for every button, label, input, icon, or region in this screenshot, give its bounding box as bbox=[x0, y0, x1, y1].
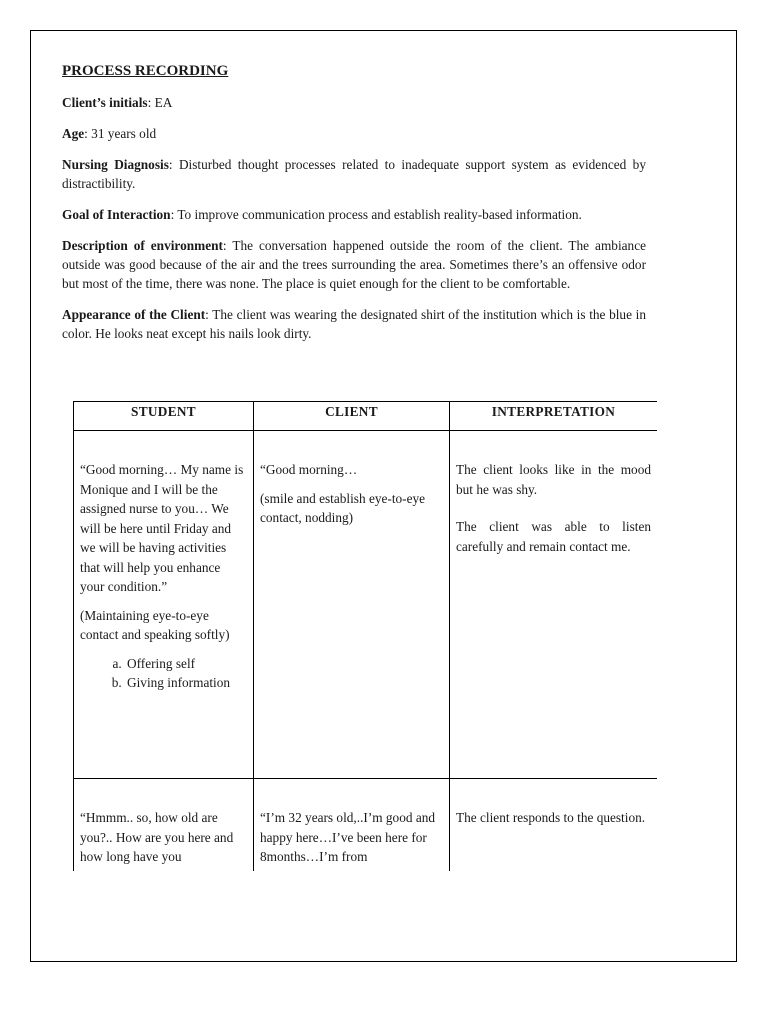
interpretation-text: The client was able to listen carefully and remain contact me. bbox=[456, 519, 651, 554]
header-interpretation: INTERPRETATION bbox=[450, 402, 658, 431]
field-nursing-diagnosis bbox=[62, 155, 646, 193]
client-cell bbox=[254, 779, 450, 872]
field-description-of-environment bbox=[62, 236, 646, 293]
student-note: (Maintaining eye-to-eye contact and speaking softly) bbox=[80, 607, 230, 642]
student-cell bbox=[74, 779, 254, 872]
student-cell bbox=[74, 431, 254, 779]
table-row bbox=[74, 779, 658, 872]
field-goal-of-interaction bbox=[62, 205, 646, 224]
client-quote: “I’m 32 years old,..I’m good and happy here…I’ve been here for 8months…I’m from bbox=[260, 810, 436, 864]
field-value: : EA bbox=[147, 95, 173, 110]
client-note: (smile and establish eye-to-eye contact, nodding) bbox=[260, 490, 426, 525]
list-item: a. Offering self bbox=[125, 654, 247, 674]
header-client: CLIENT bbox=[254, 402, 450, 431]
field-label: Age bbox=[62, 126, 85, 141]
field-value: : 31 years old bbox=[84, 126, 157, 141]
interpretation-text: The client responds to the question. bbox=[456, 810, 646, 825]
process-recording-table bbox=[73, 401, 657, 871]
client-quote: “Good morning… bbox=[260, 462, 358, 477]
field-label: Appearance of the Client bbox=[62, 307, 206, 322]
technique-list bbox=[80, 654, 247, 693]
field-value: : The client was wearing the designated shirt of the institution which is the blue in color. He looks neat except his nails look dirty. bbox=[62, 307, 646, 341]
field-value: : To improve communication process and establish reality-based information. bbox=[170, 207, 582, 222]
field-label: Description of environment bbox=[62, 238, 223, 253]
interpretation-text: The client looks like in the mood but he was shy. bbox=[456, 462, 651, 497]
field-value: : The conversation happened outside the room of the client. The ambiance outside was good because of the air and the trees surrounding the area. Sometimes there’s an offensive odor but most of the time, there was none. The place is quiet enough for the client to be comfortable. bbox=[62, 238, 646, 291]
interpretation-cell bbox=[450, 431, 658, 779]
list-item: b. Giving information bbox=[125, 673, 247, 693]
header-student: STUDENT bbox=[74, 402, 254, 431]
table-row bbox=[74, 431, 658, 779]
student-quote: “Good morning… My name is Monique and I will be the assigned nurse to you… We will be here until Friday and we will be having activities that will help you enhance your condition.” bbox=[80, 462, 244, 594]
interpretation-cell bbox=[450, 779, 658, 872]
student-quote: “Hmmm.. so, how old are you?.. How are you here and how long have you bbox=[80, 810, 234, 864]
field-label: Goal of Interaction bbox=[62, 207, 171, 222]
field-clients-initials bbox=[62, 93, 646, 112]
document-body bbox=[62, 62, 646, 355]
process-recording-table-wrap bbox=[73, 401, 657, 871]
client-cell bbox=[254, 431, 450, 779]
table-header-row bbox=[74, 402, 658, 431]
field-value: : Disturbed thought processes related to inadequate support system as evidenced by distractibility. bbox=[62, 157, 646, 191]
document-title: PROCESS RECORDING bbox=[62, 63, 229, 79]
field-label: Client’s initials bbox=[62, 95, 148, 110]
field-age bbox=[62, 124, 646, 143]
field-appearance-of-client bbox=[62, 305, 646, 343]
field-label: Nursing Diagnosis bbox=[62, 157, 169, 172]
